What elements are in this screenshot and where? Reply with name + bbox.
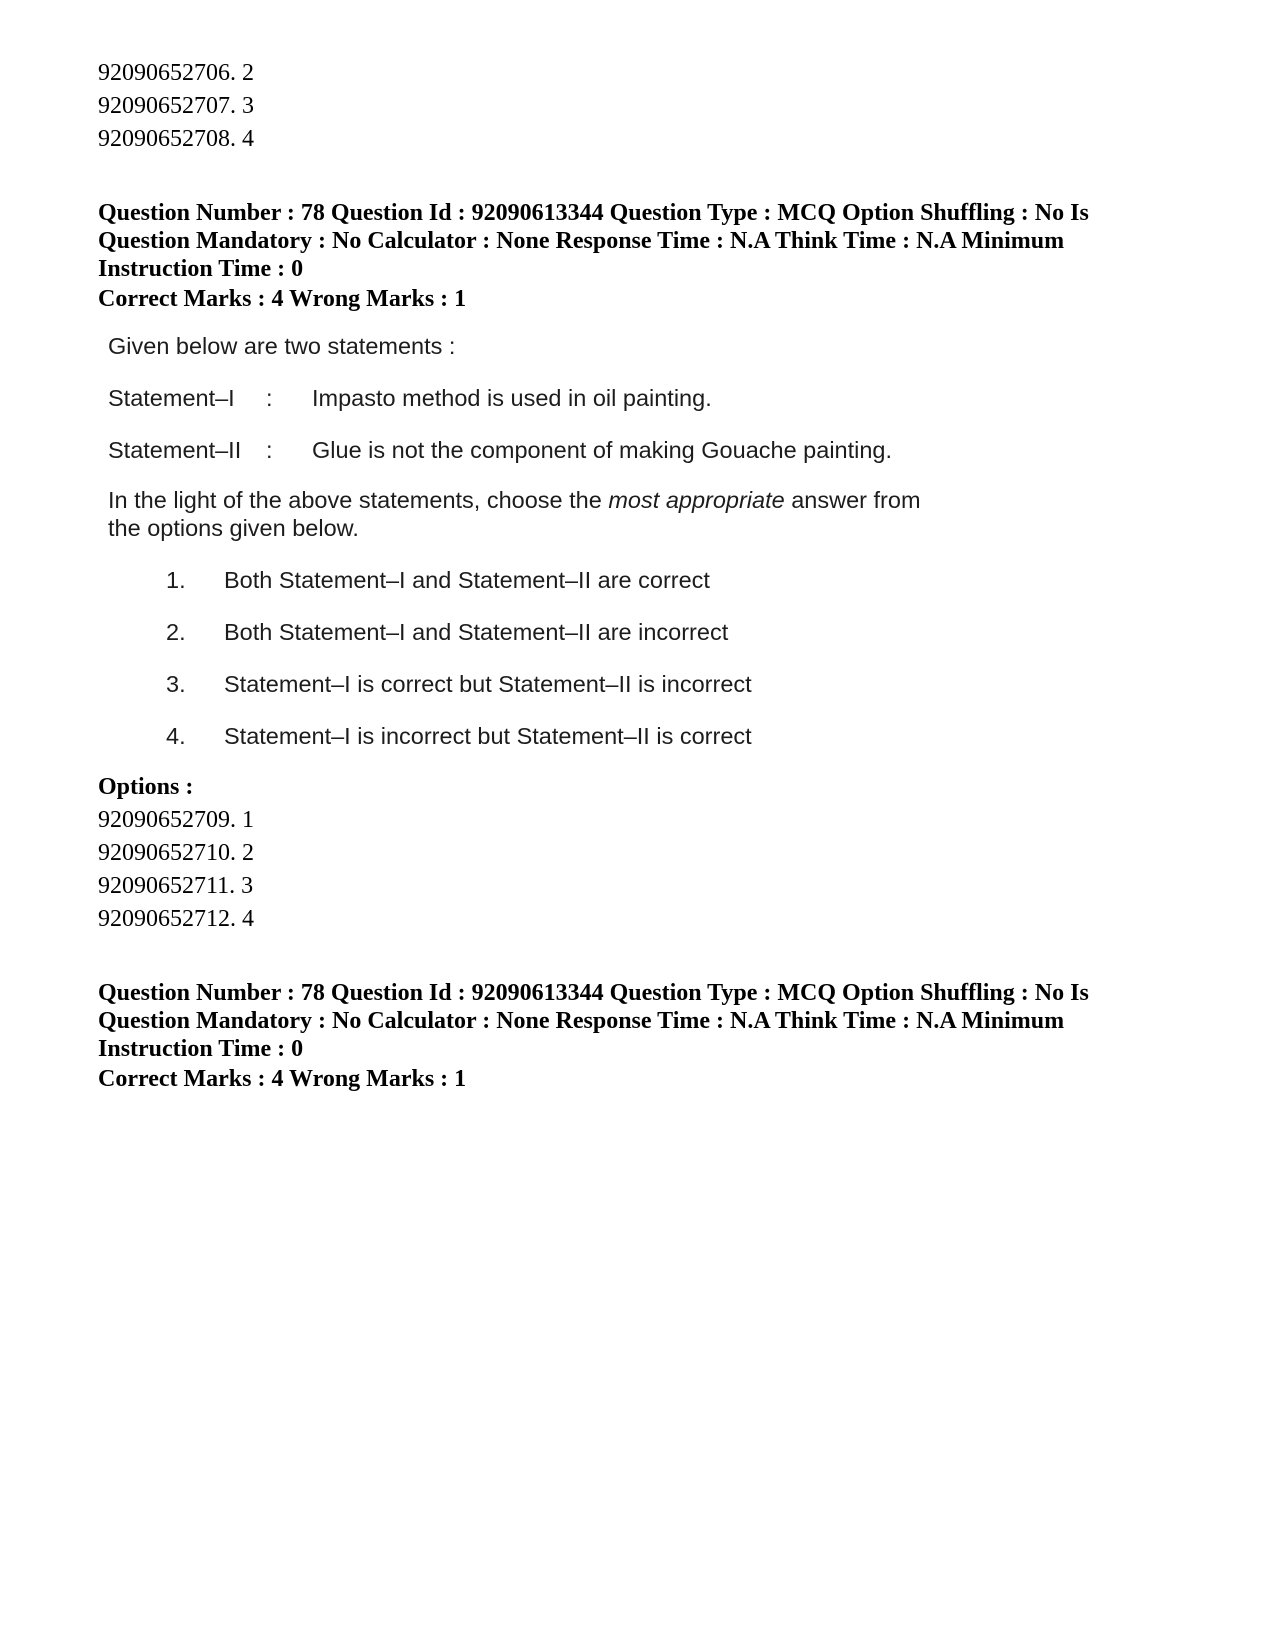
instruction-emphasis: most appropriate	[608, 487, 785, 513]
choice-text-3: Statement–I is correct but Statement–II is incorrect	[224, 671, 752, 697]
option-1: 92090652709. 1	[98, 807, 254, 833]
prev-option-1: 92090652706. 2	[98, 60, 254, 86]
statement-2-label: Statement–II	[108, 437, 242, 463]
option-2: 92090652710. 2	[98, 840, 254, 866]
question-header-line-2: Question Mandatory : No Calculator : None Response Time : N.A Think Time : N.A Minimum	[98, 228, 1065, 254]
question-instruction-line-2: the options given below.	[108, 515, 359, 541]
instruction-part-2: answer from	[784, 487, 921, 513]
next-question-header-line-2: Question Mandatory : No Calculator : None Response Time : N.A Think Time : N.A Minimum	[98, 1008, 1065, 1034]
next-question-header-line-3: Instruction Time : 0	[98, 1036, 304, 1062]
statement-1-text: Impasto method is used in oil painting.	[312, 385, 712, 411]
choice-number-3: 3.	[166, 671, 186, 697]
statement-1-label: Statement–I	[108, 385, 235, 411]
instruction-part-1: In the light of the above statements, choose the	[108, 487, 609, 513]
statement-2-colon: :	[266, 437, 273, 463]
choice-number-2: 2.	[166, 619, 186, 645]
question-intro: Given below are two statements :	[108, 333, 456, 359]
options-label: Options :	[98, 774, 194, 800]
question-header	[98, 199, 1158, 283]
choice-text-4: Statement–I is incorrect but Statement–II is correct	[224, 723, 752, 749]
question-header-line-1: Question Number : 78 Question Id : 92090613344 Question Type : MCQ Option Shuffling : No Is	[98, 200, 1089, 226]
question-instruction	[108, 486, 921, 514]
prev-option-3: 92090652708. 4	[98, 126, 254, 152]
next-question-marks: Correct Marks : 4 Wrong Marks : 1	[98, 1066, 467, 1092]
choice-number-1: 1.	[166, 567, 186, 593]
next-question-header	[98, 979, 1158, 1063]
question-marks: Correct Marks : 4 Wrong Marks : 1	[98, 286, 467, 312]
choice-number-4: 4.	[166, 723, 186, 749]
question-body	[98, 333, 1018, 790]
choice-text-2: Both Statement–I and Statement–II are incorrect	[224, 619, 729, 645]
statement-2-text: Glue is not the component of making Gouache painting.	[312, 437, 893, 463]
question-header-line-3: Instruction Time : 0	[98, 256, 304, 282]
option-4: 92090652712. 4	[98, 906, 254, 932]
next-question-header-line-1: Question Number : 78 Question Id : 92090613344 Question Type : MCQ Option Shuffling : No Is	[98, 980, 1089, 1006]
prev-option-2: 92090652707. 3	[98, 93, 254, 119]
choice-text-1: Both Statement–I and Statement–II are correct	[224, 567, 710, 593]
statement-1-colon: :	[266, 385, 273, 411]
option-3: 92090652711. 3	[98, 873, 254, 899]
